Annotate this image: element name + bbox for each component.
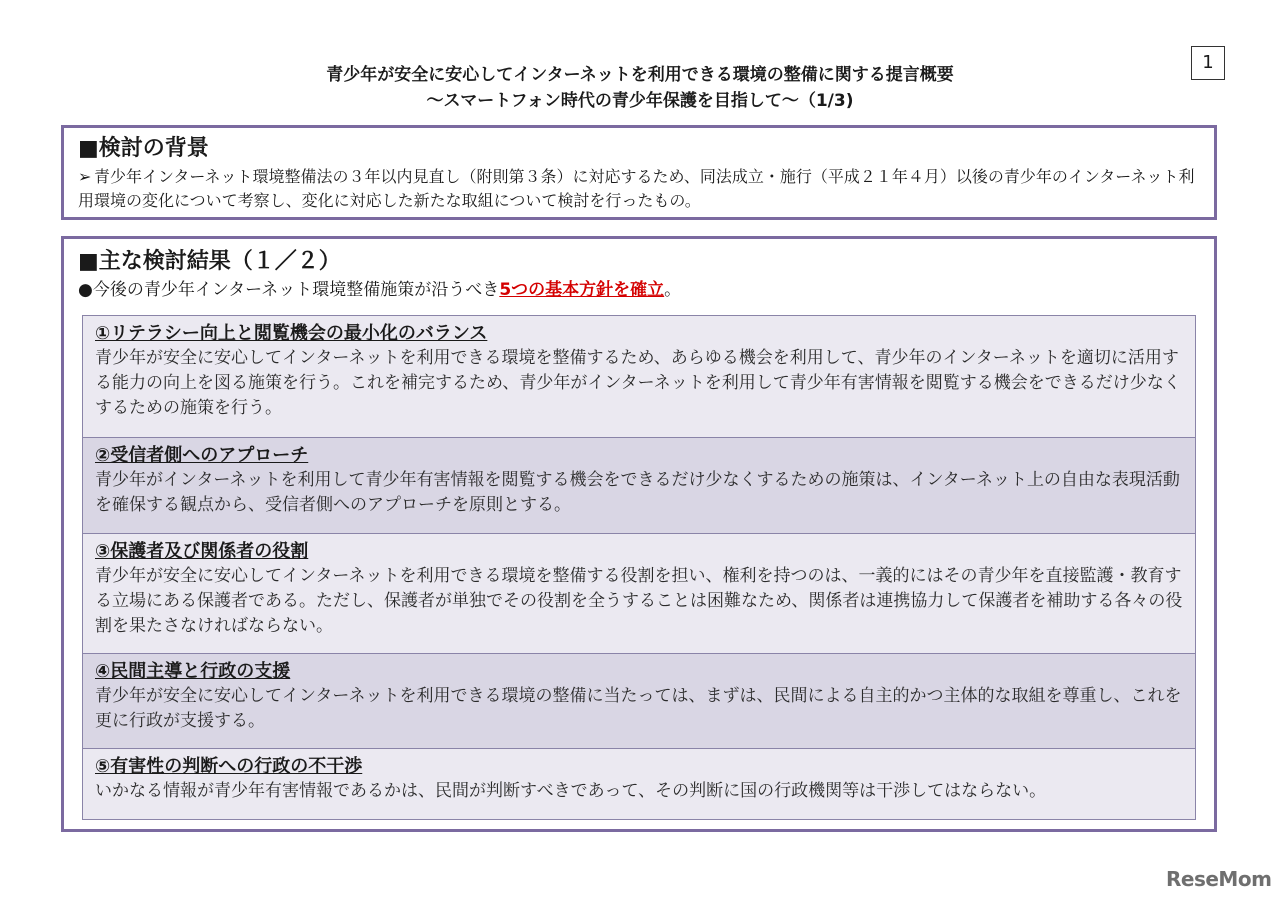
title-line-1: 青少年が安全に安心してインターネットを利用できる環境の整備に関する提言概要 bbox=[326, 65, 954, 85]
policy-title: ⑤有害性の判断への行政の不干渉 bbox=[95, 756, 363, 777]
policy-title: ②受信者側へのアプローチ bbox=[95, 445, 309, 466]
background-panel bbox=[61, 125, 1217, 220]
policy-body: 青少年が安全に安心してインターネットを利用できる環境の整備に当たっては、まずは、民間による自主的かつ主体的な取組を尊重し、これを更に行政が支援する。 bbox=[95, 686, 1182, 731]
policy-item bbox=[83, 438, 1195, 534]
policy-body: いかなる情報が青少年有害情報であるかは、民間が判断すべきであって、その判断に国の行政機関等は干渉してはならない。 bbox=[95, 781, 1047, 801]
background-body: 青少年インターネット環境整備法の３年以内見直し（附則第３条）に対応するため、同法成立・施行（平成２１年４月）以後の青少年のインターネット利用環境の変化について考察し、変化に対応した新たな取組について検討を行ったもの。 bbox=[78, 167, 1195, 210]
policy-title: ③保護者及び関係者の役割 bbox=[95, 541, 309, 562]
background-heading: ■検討の背景 bbox=[78, 136, 209, 161]
title-line-2: ～スマートフォン時代の青少年保護を目指して～（1/3) bbox=[426, 91, 854, 111]
policy-title: ④民間主導と行政の支援 bbox=[95, 661, 291, 682]
results-heading: ■主な検討結果（１／２） bbox=[78, 249, 341, 274]
results-panel bbox=[61, 236, 1217, 832]
lead-highlight: 5つの基本方針を確立 bbox=[499, 280, 665, 300]
lead-prefix: ●今後の青少年インターネット環境整備施策が沿うべき bbox=[78, 280, 500, 300]
policy-list bbox=[82, 315, 1196, 820]
policy-body: 青少年がインターネットを利用して青少年有害情報を閲覧する機会をできるだけ少なくするための施策は、インターネット上の自由な表現活動を確保する観点から、受信者側へのアプローチを原則とする。 bbox=[95, 470, 1180, 515]
policy-item bbox=[83, 749, 1195, 819]
policy-title: ①リテラシー向上と閲覧機会の最小化のバランス bbox=[95, 323, 488, 344]
document-title bbox=[0, 62, 1280, 114]
results-lead bbox=[78, 278, 1188, 302]
policy-body: 青少年が安全に安心してインターネットを利用できる環境を整備するため、あらゆる機会を利用して、青少年のインターネットを適切に活用する能力の向上を図る施策を行う。これを補完するため、青少年がインターネットを利用して青少年有害情報を閲覧する機会をできるだけ少なくするための施策を行う。 bbox=[95, 348, 1181, 418]
resemom-logo: ReseMom bbox=[1166, 867, 1272, 891]
policy-item bbox=[83, 534, 1195, 654]
policy-item bbox=[83, 316, 1195, 438]
policy-body: 青少年が安全に安心してインターネットを利用できる環境を整備する役割を担い、権利を持つのは、一義的にはその青少年を直接監護・教育する立場にある保護者である。ただし、保護者が単独でその役割を全うすることは困難なため、関係者は連携協力して保護者を補助する各々の役割を果たさなければならない。 bbox=[95, 566, 1183, 636]
arrow-bullet-icon: ➢ bbox=[78, 167, 92, 186]
lead-suffix: 。 bbox=[664, 280, 682, 300]
page-number: 1 bbox=[1191, 46, 1225, 80]
policy-item bbox=[83, 654, 1195, 749]
background-text bbox=[78, 165, 1198, 213]
